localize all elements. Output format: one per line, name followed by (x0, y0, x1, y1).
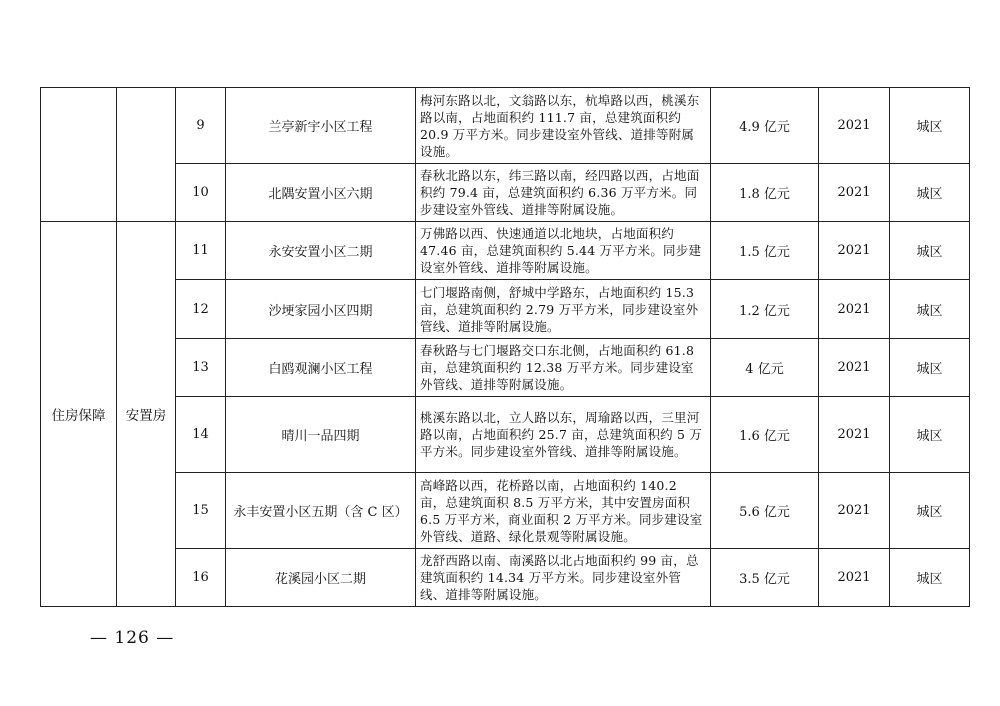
project-description: 春秋路与七门堰路交口东北侧，占地面积约 61.8 亩，总建筑面积约 12.38 万平方米。同步建设室外管线、道排等附属设施。 (416, 339, 711, 397)
page-number: 126 (114, 628, 150, 648)
footer-dash-left: — (90, 628, 108, 648)
row-number: 16 (176, 549, 226, 607)
table-row (41, 280, 970, 339)
project-year: 2021 (819, 549, 890, 607)
project-year: 2021 (819, 473, 890, 549)
project-area: 城区 (890, 549, 970, 607)
project-name: 花溪园小区二期 (226, 549, 416, 607)
project-year: 2021 (819, 88, 890, 164)
project-name: 沙埂家园小区四期 (226, 280, 416, 339)
table-row (41, 222, 970, 280)
project-table (40, 87, 970, 607)
table-row (41, 397, 970, 473)
table-row (41, 473, 970, 549)
project-year: 2021 (819, 222, 890, 280)
row-number: 11 (176, 222, 226, 280)
project-investment: 3.5 亿元 (711, 549, 819, 607)
project-area: 城区 (890, 339, 970, 397)
project-investment: 1.6 亿元 (711, 397, 819, 473)
row-number: 10 (176, 164, 226, 222)
project-investment: 4 亿元 (711, 339, 819, 397)
project-name: 白鸥观澜小区工程 (226, 339, 416, 397)
category-cell: 住房保障 (41, 222, 117, 607)
project-area: 城区 (890, 164, 970, 222)
project-area: 城区 (890, 397, 970, 473)
row-number: 13 (176, 339, 226, 397)
project-name: 北隅安置小区六期 (226, 164, 416, 222)
project-description: 梅河东路以北，文翁路以东，杭埠路以西，桃溪东路以南，占地面积约 111.7 亩，总建筑面积约 20.9 万平方米。同步建设室外管线、道排等附属设施。 (416, 88, 711, 164)
project-description: 万佛路以西、快速通道以北地块，占地面积约 47.46 亩，总建筑面积约 5.44 万平方米。同步建设室外管线、道排等附属设施。 (416, 222, 711, 280)
project-description: 桃溪东路以北，立人路以东，周瑜路以西，三里河路以南，占地面积约 25.7 亩，总建筑面积约 5 万平方米。同步建设室外管线、道排等附属设施。 (416, 397, 711, 473)
subcategory-cell-empty (117, 88, 176, 222)
row-number: 15 (176, 473, 226, 549)
table-row (41, 339, 970, 397)
project-name: 晴川一品四期 (226, 397, 416, 473)
subcategory-cell: 安置房 (117, 222, 176, 607)
project-investment: 1.2 亿元 (711, 280, 819, 339)
project-name: 永安安置小区二期 (226, 222, 416, 280)
project-investment: 1.8 亿元 (711, 164, 819, 222)
row-number: 9 (176, 88, 226, 164)
project-year: 2021 (819, 397, 890, 473)
row-number: 14 (176, 397, 226, 473)
category-cell-empty (41, 88, 117, 222)
project-description: 七门堰路南侧，舒城中学路东，占地面积约 15.3 亩，总建筑面积约 2.79 万平方米，同步建设室外管线、道排等附属设施。 (416, 280, 711, 339)
project-year: 2021 (819, 280, 890, 339)
footer-dash-right: — (156, 628, 175, 648)
project-description: 春秋北路以东，纬三路以南，经四路以西，占地面积约 79.4 亩，总建筑面积约 6.36 万平方米。同步建设室外管线、道排等附属设施。 (416, 164, 711, 222)
project-description: 龙舒西路以南、南溪路以北占地面积约 99 亩，总建筑面积约 14.34 万平方米。同步建设室外管线、道排等附属设施。 (416, 549, 711, 607)
project-area: 城区 (890, 88, 970, 164)
project-investment: 1.5 亿元 (711, 222, 819, 280)
project-name: 永丰安置小区五期（含 C 区） (226, 473, 416, 549)
project-area: 城区 (890, 222, 970, 280)
page-number-footer (90, 628, 174, 648)
project-area: 城区 (890, 280, 970, 339)
project-year: 2021 (819, 339, 890, 397)
project-area: 城区 (890, 473, 970, 549)
project-investment: 4.9 亿元 (711, 88, 819, 164)
project-investment: 5.6 亿元 (711, 473, 819, 549)
table-row (41, 164, 970, 222)
project-year: 2021 (819, 164, 890, 222)
row-number: 12 (176, 280, 226, 339)
table-row (41, 88, 970, 164)
project-description: 高峰路以西，花桥路以南，占地面积约 140.2 亩，总建筑面积 8.5 万平方米，其中安置房面积 6.5 万平方米，商业面积 2 万平方米。同步建设室外管线、道路、绿化景观等附属设施。 (416, 473, 711, 549)
table-row (41, 549, 970, 607)
project-name: 兰亭新宇小区工程 (226, 88, 416, 164)
